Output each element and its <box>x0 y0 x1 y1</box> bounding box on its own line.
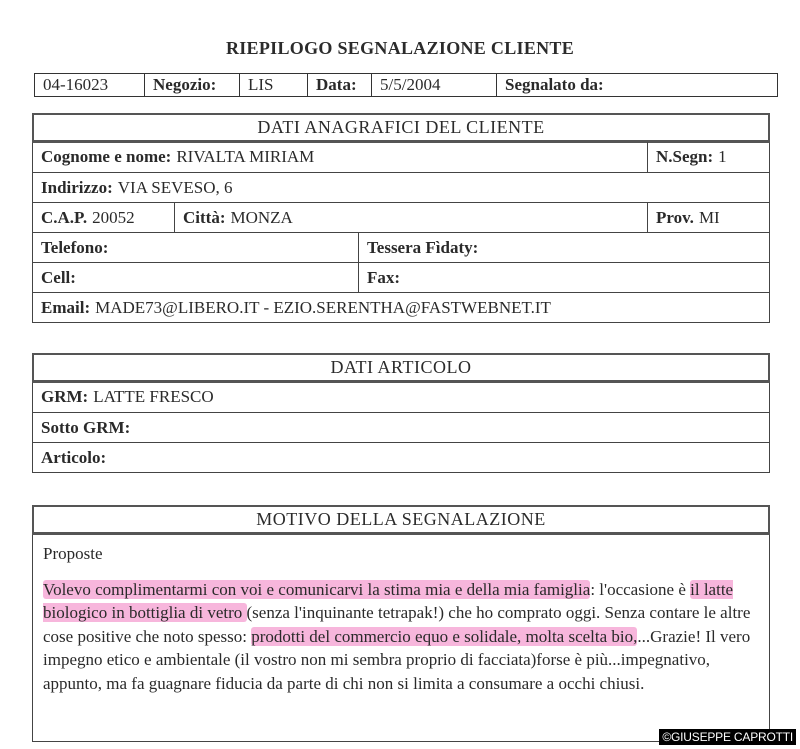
highlight: il latte biologico in bottiglia di vetro <box>43 579 734 622</box>
report-code: 04-16023 <box>35 74 145 96</box>
section-motivo <box>32 505 770 742</box>
text-segment: ...Grazie! Il vero impegno etico e ambientale (il vostro non mi sembra proprio di facciata)forse è più...impegnativo, appunto, ma fa guagnare fiducia da parte di chi non si limita a consumare a occhi chiusi. <box>43 626 751 693</box>
nsegn-value: 1 <box>718 147 727 166</box>
prov-label: Prov. <box>656 207 694 227</box>
highlight: prodotti del commercio equo e solidale, molta scelta bio, <box>251 626 638 646</box>
cell-label: Cell: <box>41 267 76 287</box>
indirizzo-value: VIA SEVESO, 6 <box>117 177 233 197</box>
highlight: Volevo complimentarmi con voi e comunicarvi la stima mia e della mia famiglia <box>43 579 591 599</box>
cognome-label: Cognome e nome: <box>41 147 172 166</box>
articolo-label: Articolo: <box>41 447 107 467</box>
segnalato-label: Segnalato da: <box>505 75 604 94</box>
text-segment: : l'occasione è <box>590 579 691 599</box>
cognome-value: RIVALTA MIRIAM <box>176 147 315 166</box>
citta-field <box>175 203 648 232</box>
row-indirizzo <box>33 172 769 202</box>
motivo-body <box>33 534 769 716</box>
articolo-field <box>33 443 769 472</box>
section-heading: MOTIVO DELLA SEGNALAZIONE <box>32 505 770 535</box>
telefono-field <box>33 233 359 262</box>
tessera-field <box>359 233 769 262</box>
cell-field <box>33 263 359 292</box>
tessera-label: Tessera Fìdaty: <box>367 237 479 257</box>
row-cognome <box>33 142 769 172</box>
row-telefono <box>33 232 769 262</box>
document-title: RIEPILOGO SEGNALAZIONE CLIENTE <box>225 38 575 58</box>
section-heading: DATI ANAGRAFICI DEL CLIENTE <box>32 113 770 143</box>
section-cliente <box>32 113 770 323</box>
photo-credit: ©GIUSEPPE CAPROTTI <box>659 729 796 745</box>
sotto-grm-label: Sotto GRM: <box>41 417 131 437</box>
email-label: Email: <box>41 297 91 317</box>
cap-value: 20052 <box>92 207 135 227</box>
grm-value: LATTE FRESCO <box>93 387 214 406</box>
text-segment: (senza l'inquinante tetrapak!) che ho comprato oggi. Senza contare le altre cose positive che noto spesso: <box>43 603 751 646</box>
cap-label: C.A.P. <box>41 207 88 227</box>
sotto-grm-field <box>33 413 769 442</box>
motivo-text <box>43 578 759 696</box>
indirizzo-field <box>33 173 769 202</box>
section-articolo <box>32 353 770 473</box>
email-value: MADE73@LIBERO.IT - EZIO.SERENTHA@FASTWEBNET.IT <box>95 297 551 317</box>
indirizzo-label: Indirizzo: <box>41 177 113 197</box>
nsegn-label: N.Segn: <box>656 147 714 166</box>
telefono-label: Telefono: <box>41 237 109 257</box>
negozio-label: Negozio: <box>145 74 240 96</box>
negozio-value: LIS <box>240 74 308 96</box>
row-cell <box>33 262 769 292</box>
segnalato-field <box>497 74 777 96</box>
citta-label: Città: <box>183 207 226 227</box>
row-email <box>33 292 769 322</box>
citta-value: MONZA <box>230 207 293 227</box>
row-grm <box>33 382 769 412</box>
data-value: 5/5/2004 <box>372 74 497 96</box>
prov-value: MI <box>698 207 720 227</box>
row-articolo <box>33 442 769 472</box>
grm-field <box>33 382 769 412</box>
motivo-type: Proposte <box>43 544 103 563</box>
cognome-field <box>33 142 648 172</box>
header-row <box>34 73 778 97</box>
fax-field <box>359 263 769 292</box>
fax-label: Fax: <box>367 267 401 287</box>
section-heading: DATI ARTICOLO <box>32 353 770 383</box>
row-sotto-grm <box>33 412 769 442</box>
grm-label: GRM: <box>41 387 89 406</box>
cap-field <box>33 203 175 232</box>
row-cap <box>33 202 769 232</box>
data-label: Data: <box>308 74 372 96</box>
prov-field <box>648 203 769 232</box>
email-field <box>33 293 769 322</box>
nsegn-field <box>648 142 769 172</box>
